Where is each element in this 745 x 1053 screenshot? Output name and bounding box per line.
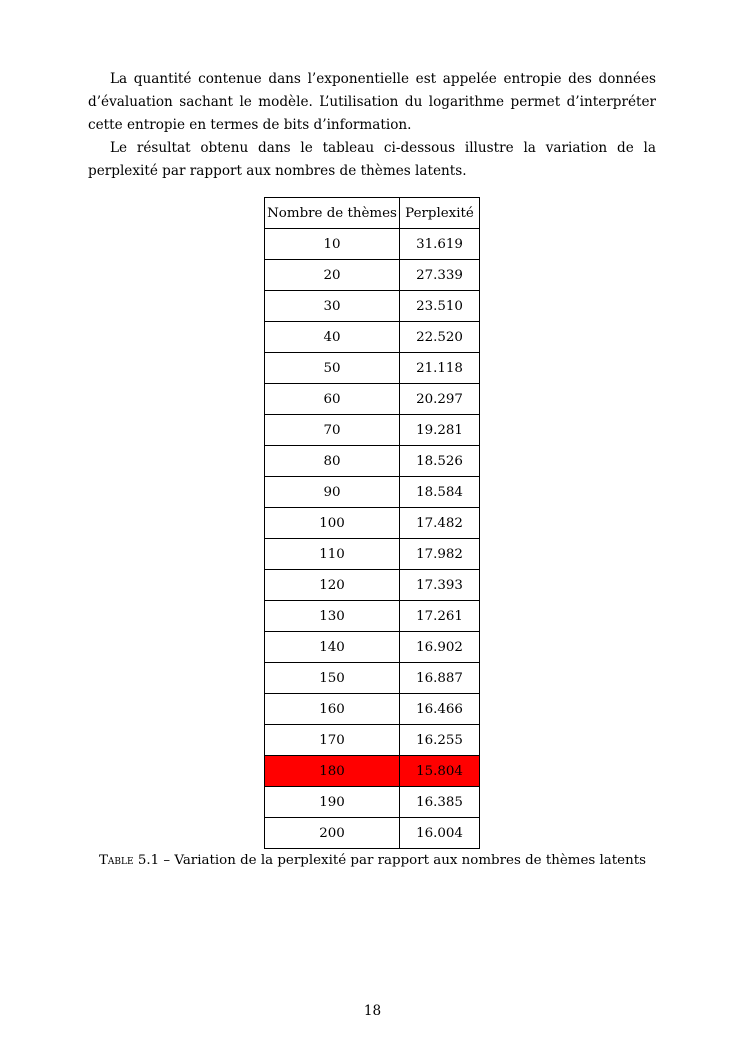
header-nombre-de-themes: Nombre de thèmes xyxy=(265,198,400,229)
paragraph-result-intro: Le résultat obtenu dans le tableau ci-dessous illustre la variation de la perplexité par rapport aux nombres de thèmes latents. xyxy=(88,140,656,179)
table-row xyxy=(265,539,480,570)
table-header-row xyxy=(265,198,480,229)
cell-perplexite: 16.255 xyxy=(400,725,480,756)
cell-nombre-de-themes: 90 xyxy=(265,477,400,508)
cell-nombre-de-themes: 190 xyxy=(265,787,400,818)
table-row xyxy=(265,353,480,384)
table-row xyxy=(265,818,480,849)
table-row xyxy=(265,260,480,291)
caption-label: Table 5.1 xyxy=(99,853,160,868)
cell-perplexite: 16.902 xyxy=(400,632,480,663)
cell-perplexite: 23.510 xyxy=(400,291,480,322)
cell-perplexite: 15.804 xyxy=(400,756,480,787)
header-perplexite: Perplexité xyxy=(400,198,480,229)
cell-nombre-de-themes: 150 xyxy=(265,663,400,694)
cell-perplexite: 16.466 xyxy=(400,694,480,725)
cell-perplexite: 17.261 xyxy=(400,601,480,632)
table-row xyxy=(265,632,480,663)
cell-perplexite: 21.118 xyxy=(400,353,480,384)
cell-nombre-de-themes: 140 xyxy=(265,632,400,663)
cell-nombre-de-themes: 200 xyxy=(265,818,400,849)
cell-perplexite: 19.281 xyxy=(400,415,480,446)
cell-perplexite: 18.526 xyxy=(400,446,480,477)
cell-perplexite: 27.339 xyxy=(400,260,480,291)
cell-perplexite: 16.004 xyxy=(400,818,480,849)
cell-nombre-de-themes: 10 xyxy=(265,229,400,260)
cell-nombre-de-themes: 130 xyxy=(265,601,400,632)
table-row xyxy=(265,291,480,322)
cell-nombre-de-themes: 50 xyxy=(265,353,400,384)
cell-perplexite: 18.584 xyxy=(400,477,480,508)
table-row xyxy=(265,415,480,446)
table-row xyxy=(265,477,480,508)
table-row xyxy=(265,229,480,260)
page-body xyxy=(88,68,656,183)
cell-perplexite: 31.619 xyxy=(400,229,480,260)
table-body xyxy=(265,229,480,849)
table-row xyxy=(265,663,480,694)
page-number: 18 xyxy=(363,1003,382,1019)
table-row xyxy=(265,446,480,477)
table-row xyxy=(265,601,480,632)
cell-nombre-de-themes: 40 xyxy=(265,322,400,353)
table-row xyxy=(265,508,480,539)
cell-nombre-de-themes: 80 xyxy=(265,446,400,477)
table-row xyxy=(265,322,480,353)
table-row xyxy=(265,384,480,415)
cell-perplexite: 17.982 xyxy=(400,539,480,570)
caption-separator: – xyxy=(159,853,175,868)
table-row-highlighted xyxy=(265,756,480,787)
table-row xyxy=(265,787,480,818)
cell-perplexite: 16.887 xyxy=(400,663,480,694)
cell-nombre-de-themes: 120 xyxy=(265,570,400,601)
cell-nombre-de-themes: 20 xyxy=(265,260,400,291)
cell-perplexite: 17.393 xyxy=(400,570,480,601)
cell-perplexite: 17.482 xyxy=(400,508,480,539)
paragraph-entropy: La quantité contenue dans l’exponentielle est appelée entropie des données d’évaluation sachant le modèle. L’utilisation du logarithme permet d’interpréter cette entropie en termes de bits d’information. xyxy=(88,71,656,133)
table-row xyxy=(265,725,480,756)
perplexity-table xyxy=(264,197,480,849)
cell-perplexite: 22.520 xyxy=(400,322,480,353)
caption-text: Variation de la perplexité par rapport aux nombres de thèmes latents xyxy=(174,853,646,868)
cell-nombre-de-themes: 180 xyxy=(265,756,400,787)
cell-perplexite: 16.385 xyxy=(400,787,480,818)
cell-perplexite: 20.297 xyxy=(400,384,480,415)
table-row xyxy=(265,694,480,725)
cell-nombre-de-themes: 170 xyxy=(265,725,400,756)
cell-nombre-de-themes: 110 xyxy=(265,539,400,570)
cell-nombre-de-themes: 160 xyxy=(265,694,400,725)
cell-nombre-de-themes: 100 xyxy=(265,508,400,539)
table-row xyxy=(265,570,480,601)
cell-nombre-de-themes: 60 xyxy=(265,384,400,415)
table-caption xyxy=(0,853,745,868)
cell-nombre-de-themes: 70 xyxy=(265,415,400,446)
cell-nombre-de-themes: 30 xyxy=(265,291,400,322)
